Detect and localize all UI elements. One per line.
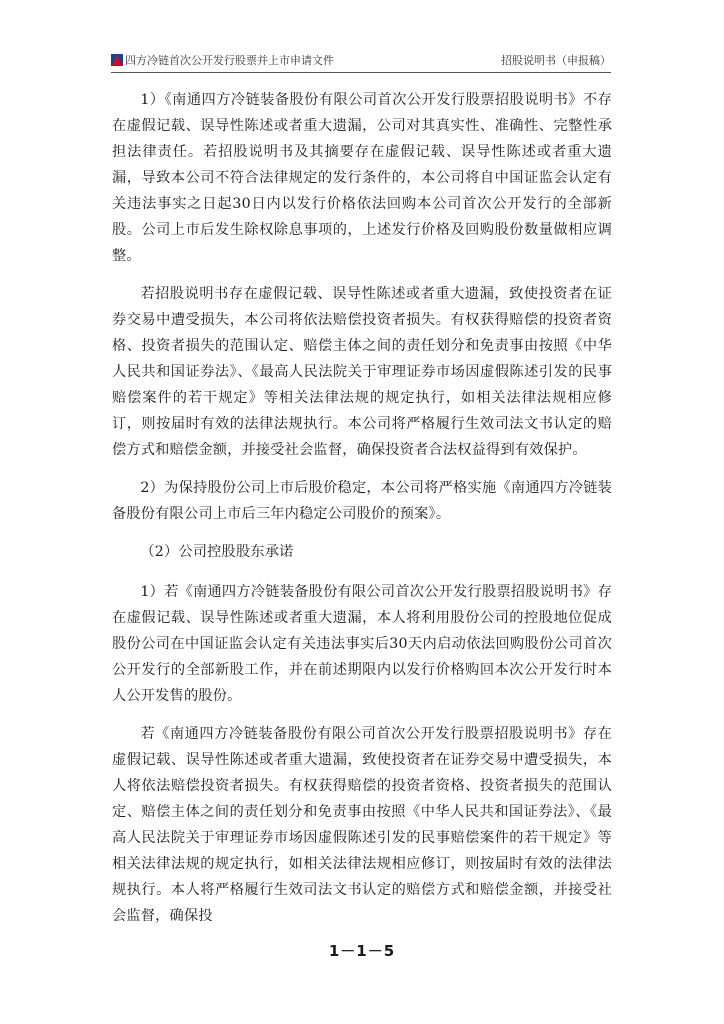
page-number: 1－1－5 <box>328 942 396 960</box>
paragraph: 1）若《南通四方冷链装备股份有限公司首次公开发行股票招股说明书》存在虚假记载、误导性陈述或者重大遗漏，本人将利用股份公司的控股地位促成股份公司在中国证监会认定有关违法事实后30天内启动依法回购股份公司首次公开发行的全部新股工作，并在前述期限内以发行价格购回本次公开发行时本人公开发售的股份。 <box>112 584 612 704</box>
header-document-type: 招股说明书（申报稿） <box>501 54 611 67</box>
paragraph: 1）《南通四方冷链装备股份有限公司首次公开发行股票招股说明书》不存在虚假记载、误导性陈述或者重大遗漏，公司对其真实性、准确性、完整性承担法律责任。若招股说明书及其摘要存在虚假记载、误导性陈述或者重大遗漏，导致本公司不符合法律规定的发行条件的，本公司将自中国证监会认定有关违法事实之日起30日内以发行价格依法回购本公司首次公开发行的全部新股。公司上市后发生除权除息事项的，上述发行价格及回购股份数量做相应调整。 <box>112 92 612 264</box>
company-logo-icon <box>111 54 123 66</box>
header-divider <box>111 72 611 73</box>
paragraph: 2）为保持股份公司上市后股价稳定，本公司将严格实施《南通四方冷链装备股份有限公司上市后三年内稳定公司股价的预案》。 <box>112 480 612 522</box>
document-body <box>112 87 612 941</box>
paragraph: 若《南通四方冷链装备股份有限公司首次公开发行股票招股说明书》存在虚假记载、误导性陈述或者重大遗漏，致使投资者在证券交易中遭受损失，本人将依法赔偿投资者损失。有权获得赔偿的投资者资格、投资者损失的范围认定、赔偿主体之间的责任划分和免责事由按照《中华人民共和国证券法》、《最高人民法院关于审理证券市场因虚假陈述引发的民事赔偿案件的若干规定》等相关法律法规的规定执行，如相关法律法规相应修订，则按届时有效的法律法规执行。本人将严格履行生效司法文书认定的赔偿方式和赔偿金额，并接受社会监督，确保投 <box>112 726 612 924</box>
section-subheading: （2）公司控股股东承诺 <box>140 544 294 560</box>
page-header <box>111 52 611 70</box>
header-title: 四方冷链首次公开发行股票并上市申请文件 <box>125 54 334 67</box>
paragraph: 若招股说明书存在虚假记载、误导性陈述或者重大遗漏，致使投资者在证券交易中遭受损失，本公司将依法赔偿投资者损失。有权获得赔偿的投资者资格、投资者损失的范围认定、赔偿主体之间的责任划分和免责事由按照《中华人民共和国证券法》、《最高人民法院关于审理证券市场因虚假陈述引发的民事赔偿案件的若干规定》等相关法律法规的规定执行，如相关法律法规相应修订，则按届时有效的法律法规执行。本公司将严格履行生效司法文书认定的赔偿方式和赔偿金额，并接受社会监督，确保投资者合法权益得到有效保护。 <box>112 286 612 458</box>
